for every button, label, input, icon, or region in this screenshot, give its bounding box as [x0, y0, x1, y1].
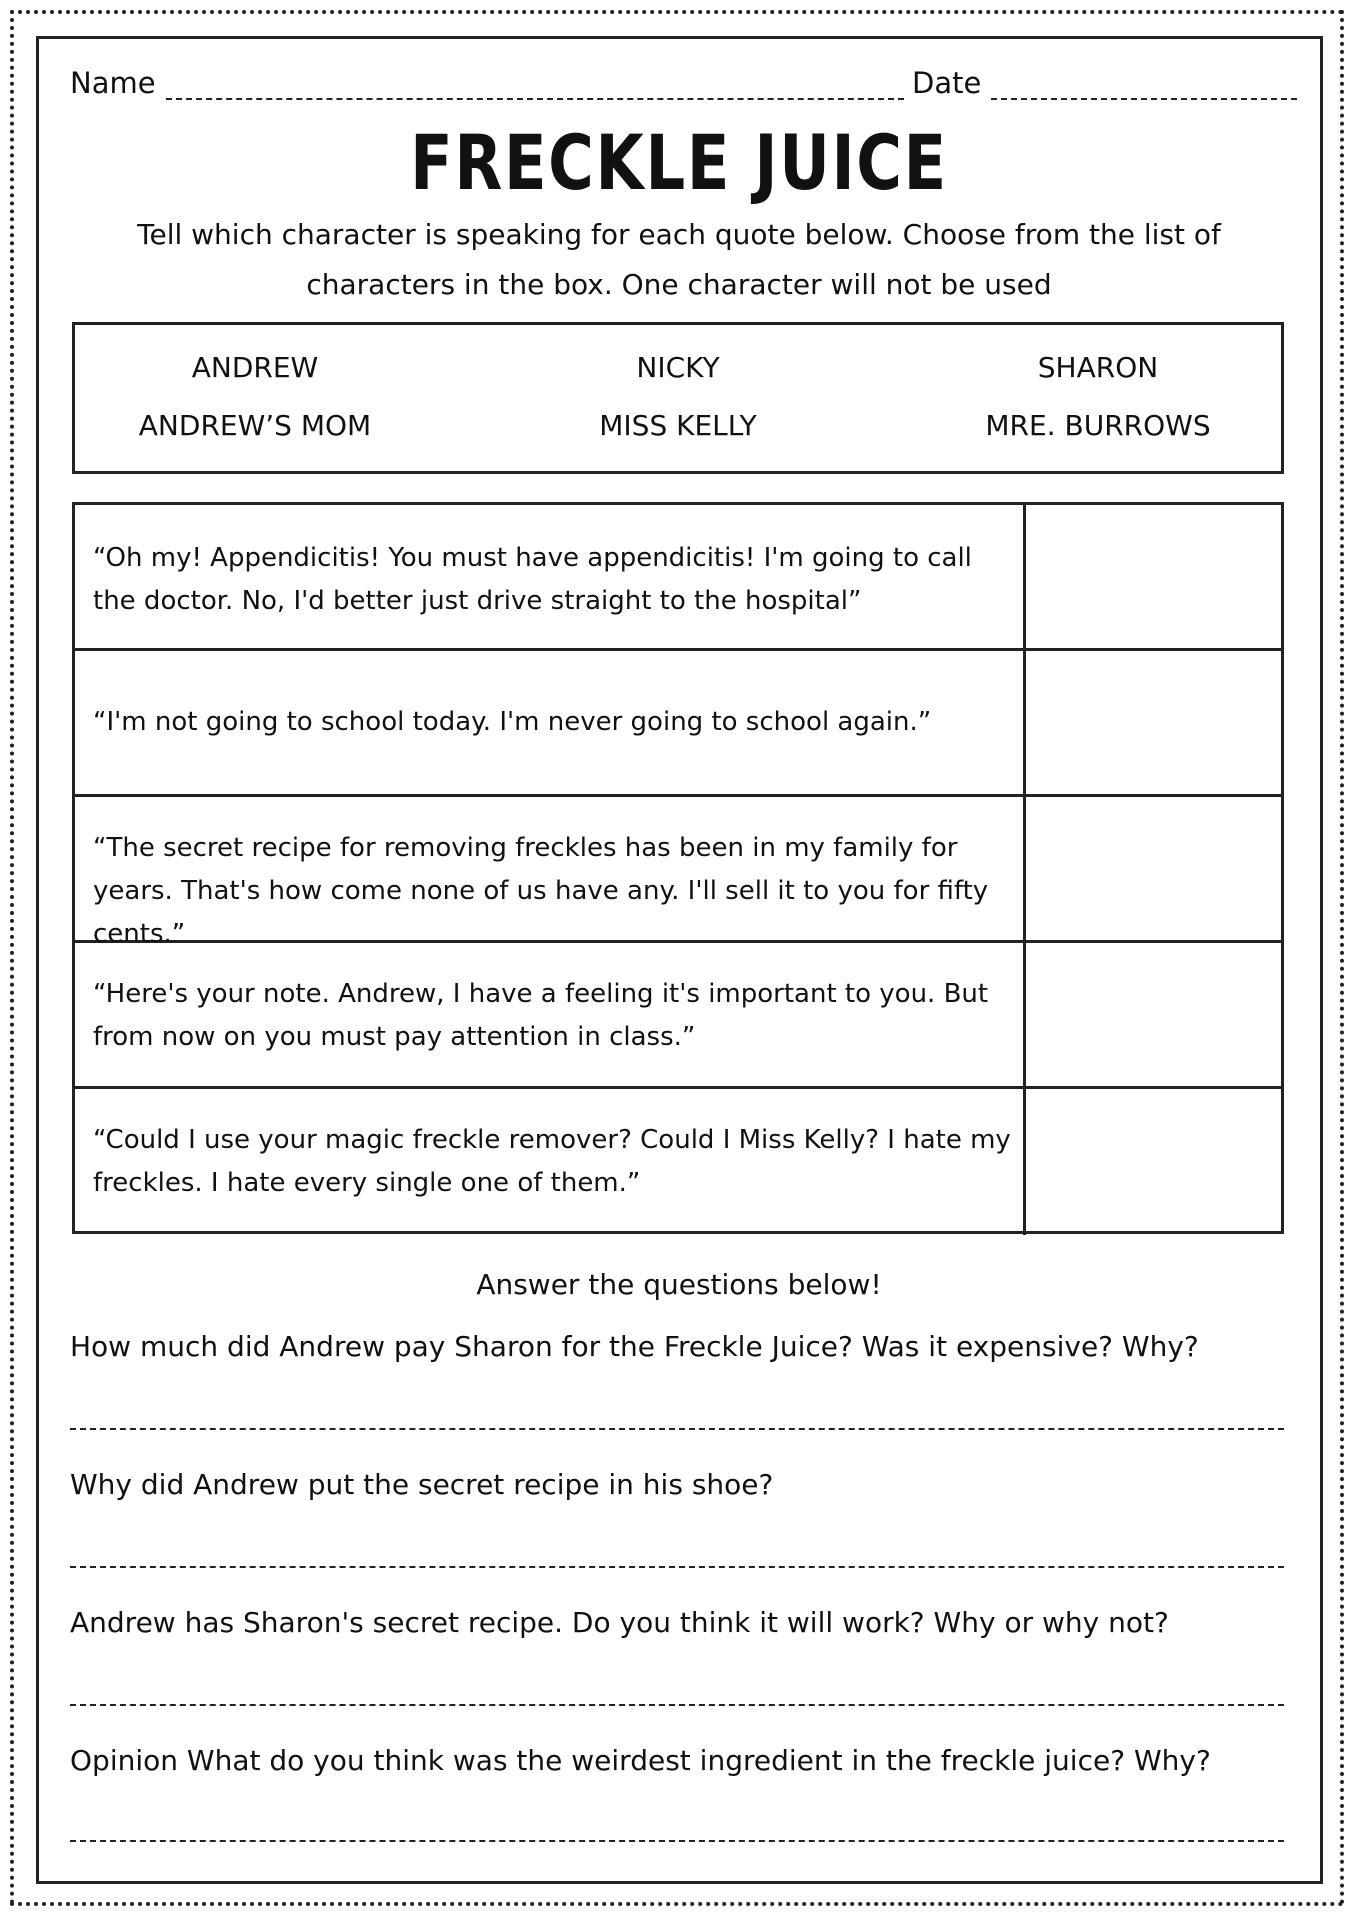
question-text: How much did Andrew pay Sharon for the Freckle Juice? Was it expensive? Why? — [70, 1330, 1199, 1363]
character-name: ANDREW’S MOM — [138, 409, 372, 442]
character-name: ANDREW — [191, 351, 319, 384]
answer-line[interactable] — [70, 1840, 1284, 1842]
question-text: Why did Andrew put the secret recipe in his shoe? — [70, 1468, 774, 1501]
quote-text: “Could I use your magic freckle remover? Could I Miss Kelly? I hate my freckles. I hate every single one of them.” — [93, 1125, 1011, 1198]
speaker-answer-cell[interactable] — [1023, 651, 1281, 794]
quote-text: “The secret recipe for removing freckles has been in my family for years. That's how come none of us have any. I'll sell it to you for fifty cents.” — [93, 833, 989, 949]
quote-text: “I'm not going to school today. I'm never going to school again.” — [93, 707, 932, 737]
character-name: SHARON — [1037, 351, 1159, 384]
name-label: Name — [70, 66, 156, 100]
speaker-answer-cell[interactable] — [1023, 505, 1281, 648]
answer-line[interactable] — [70, 1566, 1284, 1568]
question-text: Opinion What do you think was the weirdest ingredient in the freckle juice? Why? — [70, 1744, 1211, 1777]
speaker-answer-cell[interactable] — [1023, 797, 1281, 940]
quote-text: “Here's your note. Andrew, I have a feeling it's important to you. But from now on you must pay attention in class.” — [93, 979, 989, 1052]
speaker-answer-cell[interactable] — [1023, 943, 1281, 1086]
character-box — [72, 322, 1284, 474]
answer-line[interactable] — [70, 1428, 1284, 1430]
quote-table — [72, 502, 1284, 1234]
character-name: MISS KELLY — [599, 409, 757, 442]
instructions-text: Tell which character is speaking for each quote below. Choose from the list of characters in the box. One character will not be used — [137, 218, 1221, 301]
quote-row — [75, 797, 1281, 949]
question-text: Andrew has Sharon's secret recipe. Do you think it will work? Why or why not? — [70, 1606, 1169, 1639]
name-field[interactable] — [70, 66, 904, 100]
date-field[interactable] — [912, 66, 1297, 100]
quote-row — [75, 505, 1281, 651]
quote-row — [75, 651, 1281, 797]
date-blank-line[interactable] — [991, 74, 1297, 100]
quote-row — [75, 1089, 1281, 1235]
quote-text: “Oh my! Appendicitis! You must have appendicitis! I'm going to call the doctor. No, I'd better just drive straight to the hospital” — [93, 543, 972, 616]
answer-line[interactable] — [70, 1704, 1284, 1706]
questions-heading: Answer the questions below! — [476, 1268, 882, 1301]
quote-row — [75, 943, 1281, 1089]
character-name: NICKY — [636, 351, 720, 384]
character-name: MRE. BURROWS — [985, 409, 1211, 442]
worksheet-title: FRECKLE JUICE — [410, 118, 948, 207]
date-label: Date — [912, 66, 982, 100]
speaker-answer-cell[interactable] — [1023, 1089, 1281, 1235]
name-blank-line[interactable] — [166, 74, 904, 100]
